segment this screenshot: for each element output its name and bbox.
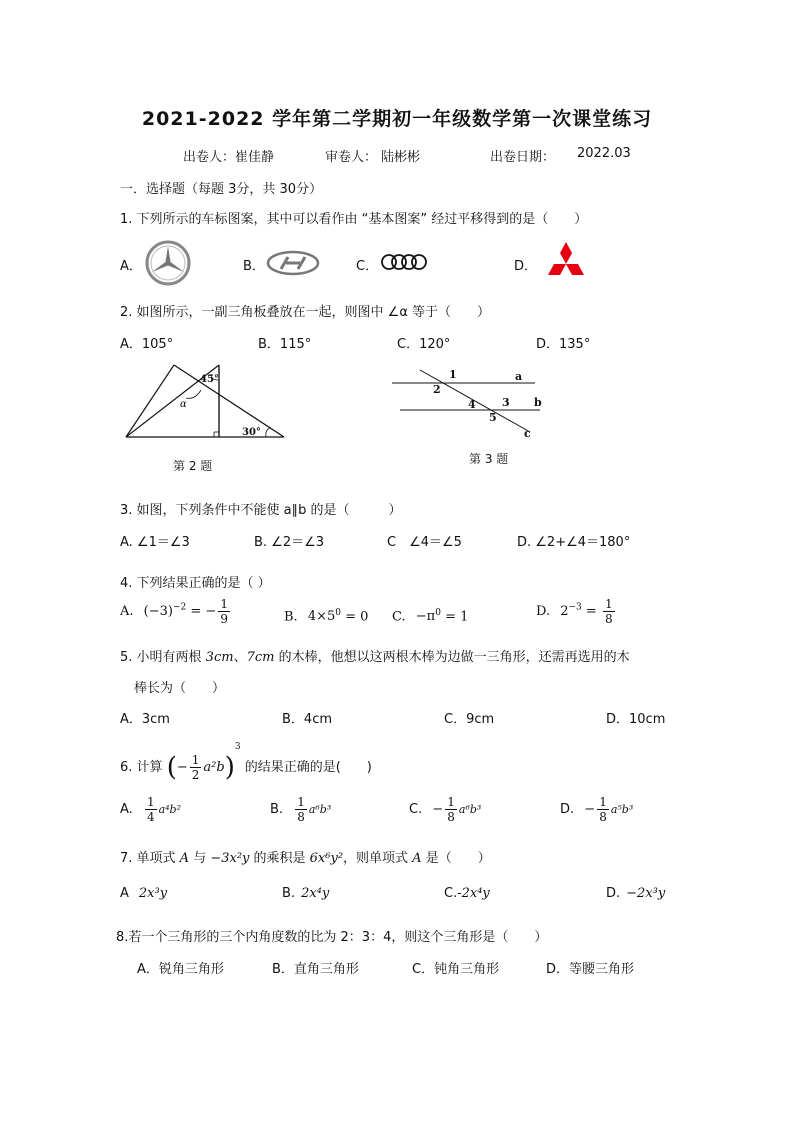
fig3-label-4: 4 [468, 398, 476, 411]
fig3-label-c: c [524, 427, 531, 440]
q1-option-b-label: B． [243, 259, 265, 274]
q5-option-a: A．3cm [120, 712, 170, 727]
fig3-label-b: b [534, 396, 542, 409]
q2-option-a: A．105° [120, 337, 174, 352]
question-4: 4. 下列结果正确的是（ ） [120, 576, 271, 591]
q7-option-c: C.-2x⁴y [444, 886, 490, 901]
question-1: 1. 下列所示的车标图案，其中可以看作由 “基本图案” 经过平移得到的是（ ） [120, 212, 588, 227]
section-heading: 一．选择题（每题 3分，共 30分） [120, 182, 323, 197]
fig2-angle-alpha: α [180, 399, 187, 410]
fig2-angle-30: 30° [242, 427, 261, 438]
hyundai-logo-icon [266, 250, 320, 276]
q3-option-a: A. ∠1＝∠3 [120, 535, 190, 550]
q4-option-a: A. $(-3)^{-2}$ = − $\frac{1}{9}$ [120, 597, 228, 626]
q3-option-d: D. ∠2+∠4＝180° [517, 535, 631, 550]
q7-option-d: D. −2x³y [606, 886, 666, 901]
q1-option-c-label: C． [356, 259, 379, 274]
q3-option-b: B. ∠2＝∠3 [254, 535, 325, 550]
q1-option-d-label: D． [514, 259, 538, 274]
q5-option-b: B．4cm [282, 712, 333, 727]
author: 出卷人：崔佳静 [183, 150, 275, 165]
q6-option-b: B. $\frac{1}{8}$ a⁶b³ [270, 795, 332, 824]
q2-option-c: C．120° [397, 337, 451, 352]
q4-option-c: C. $-\pi^0 = 1$ [392, 608, 469, 625]
q5-option-d: D．10cm [606, 712, 666, 727]
q8-option-d: D．等腰三角形 [546, 962, 635, 977]
q2-option-b: B．115° [258, 337, 312, 352]
question-8: 8.若一个三角形的三个内角度数的比为 2：3：4，则这个三角形是（ ） [116, 930, 548, 945]
q8-option-b: B．直角三角形 [272, 962, 359, 977]
question-5-line-1: 5. 小明有两根 3cm、7cm 的木棒，他想以这两根木棒为边做一三角形，还需再选用的木 [120, 650, 630, 665]
date-value: 2022.03 [577, 146, 631, 161]
q2-option-d: D．135° [536, 337, 591, 352]
q8-option-a: A．锐角三角形 [137, 962, 224, 977]
date-label: 出卷日期： [490, 150, 556, 165]
q3-option-c: C ∠4＝∠5 [387, 535, 462, 550]
q5-option-c: C．9cm [444, 712, 495, 727]
mitsubishi-logo-icon [541, 240, 591, 282]
fig3-label-1: 1 [449, 368, 457, 381]
audi-logo-icon [380, 253, 428, 271]
q1-option-a-label: A． [120, 259, 142, 274]
q4-option-d: D. $2^{-3}$ = $\frac{1}{8}$ [536, 597, 613, 626]
q6-option-d: D. − $\frac{1}{8}$ a⁵b³ [560, 795, 634, 824]
question-6: 6. 计算 (− $\frac{1}{2}$ a²b)$^3$ 的结果正确的是( ) [120, 742, 372, 783]
fig2-caption: 第 2 题 [173, 459, 213, 473]
fig3-label-a: a [515, 370, 523, 383]
fig2-angle-45: 45° [200, 374, 219, 385]
q7-option-a: A 2x³y [120, 886, 168, 901]
fig3-label-5: 5 [489, 411, 497, 424]
page-title: 2021-2022 学年第二学期初一年级数学第一次课堂练习 [141, 108, 653, 130]
q8-option-c: C．钝角三角形 [412, 962, 500, 977]
figure-2-triangles [120, 360, 290, 444]
question-5-line-2: 棒长为（ ） [134, 681, 226, 696]
mercedes-logo-icon [145, 240, 191, 286]
fig3-label-3: 3 [502, 396, 510, 409]
fig3-label-2: 2 [433, 383, 441, 396]
question-3: 3. 如图，下列条件中不能使 a∥b 的是（ ） [120, 503, 402, 518]
q6-option-a: A. $\frac{1}{4}$ a⁴b² [120, 795, 181, 824]
reviewer: 审卷人： 陆彬彬 [325, 150, 421, 165]
question-7: 7. 单项式 A 与 −3x²y 的乘积是 6x⁶y²，则单项式 A 是（ ） [120, 851, 491, 866]
q4-option-b: B. $4\times 5^0 = 0$ [284, 608, 369, 625]
q7-option-b: B. 2x⁴y [282, 886, 330, 901]
question-2: 2. 如图所示，一副三角板叠放在一起，则图中 ∠α 等于（ ） [120, 305, 491, 320]
q6-option-c: C. − $\frac{1}{8}$ a⁶b³ [409, 795, 482, 824]
fig3-caption: 第 3 题 [469, 452, 509, 466]
